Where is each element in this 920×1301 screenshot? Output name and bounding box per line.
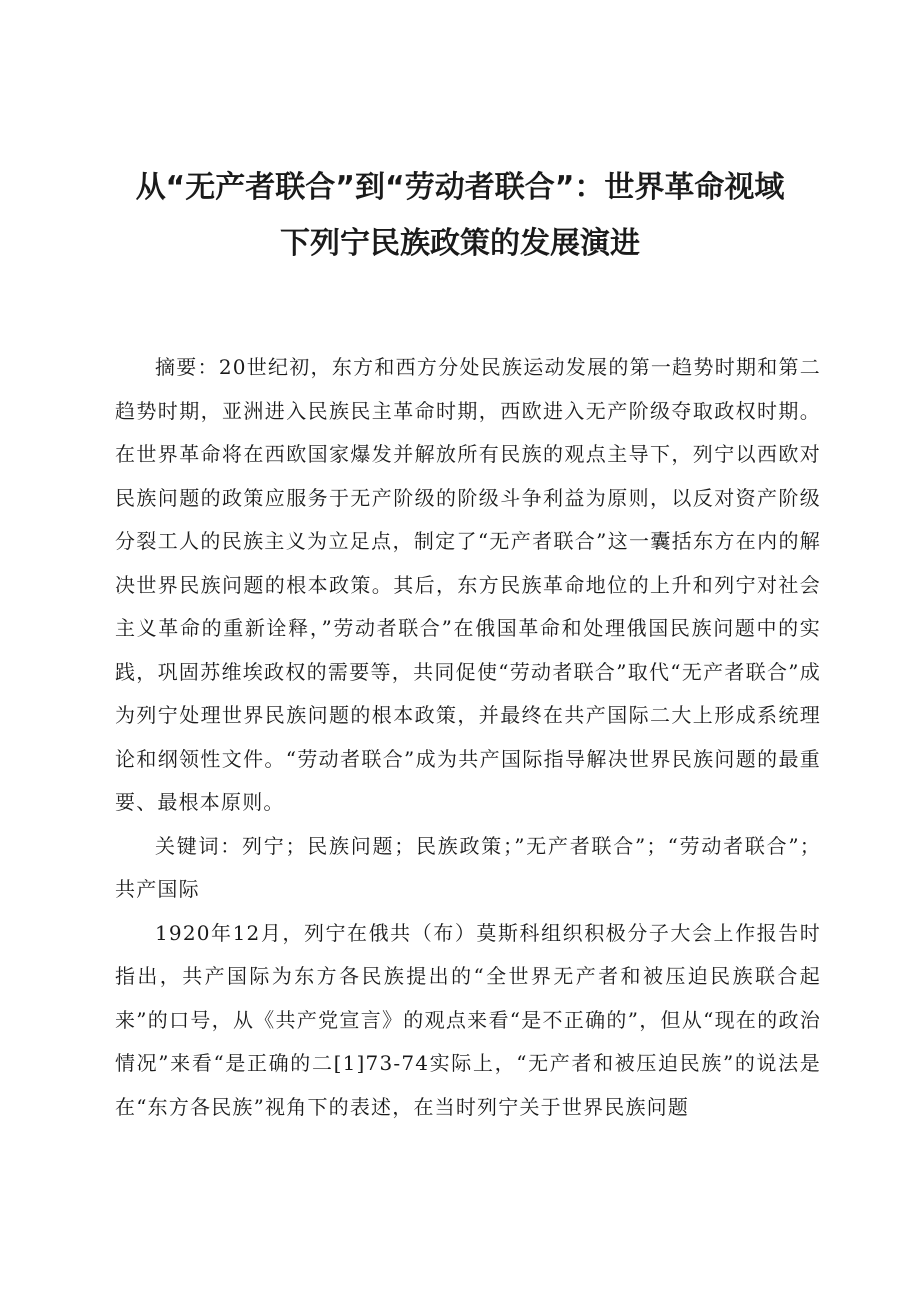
title-line-2: 下列宁民族政策的发展演进 [280, 226, 640, 261]
title-line-1: 从“无产者联合”到“劳动者联合”：世界革命视域 [135, 170, 785, 205]
abstract-paragraph: 摘要：20世纪初，东方和西方分处民族运动发展的第一趋势时期和第二趋势时期，亚洲进入民族民主革命时期，西欧进入无产阶级夺取政权时期。在世界革命将在西欧国家爆发并解放所有民族的观点主导下，列宁以西欧对民族问题的政策应服务于无产阶级的阶级斗争利益为原则，以反对资产阶级分裂工人的民族主义为立足点，制定了“无产者联合”这一囊括东方在内的解决世界民族问题的根本政策。其后，东方民族革命地位的上升和列宁对社会主义革命的重新诠释，”劳动者联合”在俄国革命和处理俄国民族问题中的实践，巩固苏维埃政权的需要等，共同促使“劳动者联合”取代“无产者联合”成为列宁处理世界民族问题的根本政策，并最终在共产国际二大上形成系统理论和纲领性文件。“劳动者联合”成为共产国际指导解决世界民族问题的最重要、最根本原则。 [115, 355, 821, 814]
document-title [100, 160, 820, 272]
body-paragraph: 1920年12月，列宁在俄共（布）莫斯科组织积极分子大会上作报告时指出，共产国际为东方各民族提出的“全世界无产者和被压迫民族联合起来”的口号，从《共产党宣言》的观点来看“是不正确的”，但从“现在的政治情况”来看“是正确的二[1]73-74实际上，“无产者和被压迫民族”的说法是在“东方各民族”视角下的表述，在当时列宁关于世界民族问题 [115, 920, 821, 1119]
keywords-paragraph: 关键词：列宁；民族问题；民族政策；”无产者联合”；“劳动者联合”；共产国际 [115, 833, 821, 901]
document-body [115, 346, 821, 1129]
